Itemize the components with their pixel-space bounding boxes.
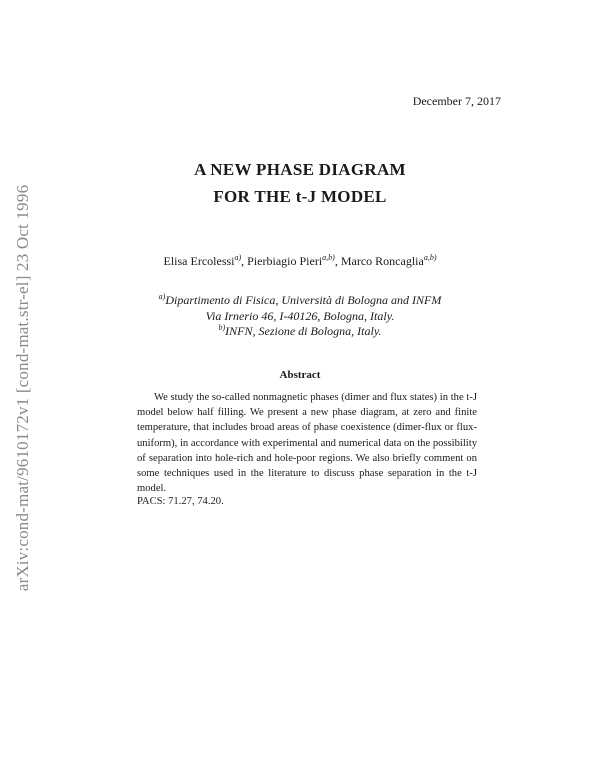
affiliation-text: Dipartimento di Fisica, Università di Bologna and INFM [165,293,442,307]
affiliation-text: INFN, Sezione di Bologna, Italy. [225,324,382,338]
document-date: December 7, 2017 [412,94,501,108]
arxiv-identifier-stamp: arXiv:cond-mat/9610172v1 [cond-mat.str-el] 23 Oct 1996 [13,184,32,592]
author-name: Marco Roncaglia [340,254,424,268]
pacs-codes: PACS: 71.27, 74.20. [137,496,224,507]
abstract-text: We study the so-called nonmagnetic phases (dimer and flux states) in the t-J model below half filling. We present a new phase diagram, at zero and finite temperature, that includes broad areas of phase coexistence (dimer-flux or flux-uniform), in accordance with experimental and numerical data on the possibility of separation into hole-rich and hole-poor regions. We also briefly comment on some techniques used in the literature to discuss phase separation in the t-J model. [137,392,477,495]
affiliation-a-line-1 [0,293,600,308]
author-affiliation-mark: a,b) [423,253,437,262]
affiliation-mark: b) [218,323,226,332]
abstract-heading: Abstract [279,369,321,381]
author-affiliation-mark: a) [234,253,242,262]
author-name: Pierbiagio Pieri [247,254,323,268]
author-separator: , [241,254,248,268]
author-affiliation-mark: a,b) [322,253,335,262]
author-name: Elisa Ercolessi [163,254,235,268]
affiliation-a-line-2: Via Irnerio 46, I-40126, Bologna, Italy. [205,309,395,323]
paper-title-line-2: FOR THE t-J MODEL [213,187,387,206]
paper-title-line-1: A NEW PHASE DIAGRAM [194,160,406,179]
affiliation-b-line [0,324,600,339]
author-separator: , [334,254,341,268]
affiliation-mark: a) [158,292,166,301]
author-list [0,254,600,269]
